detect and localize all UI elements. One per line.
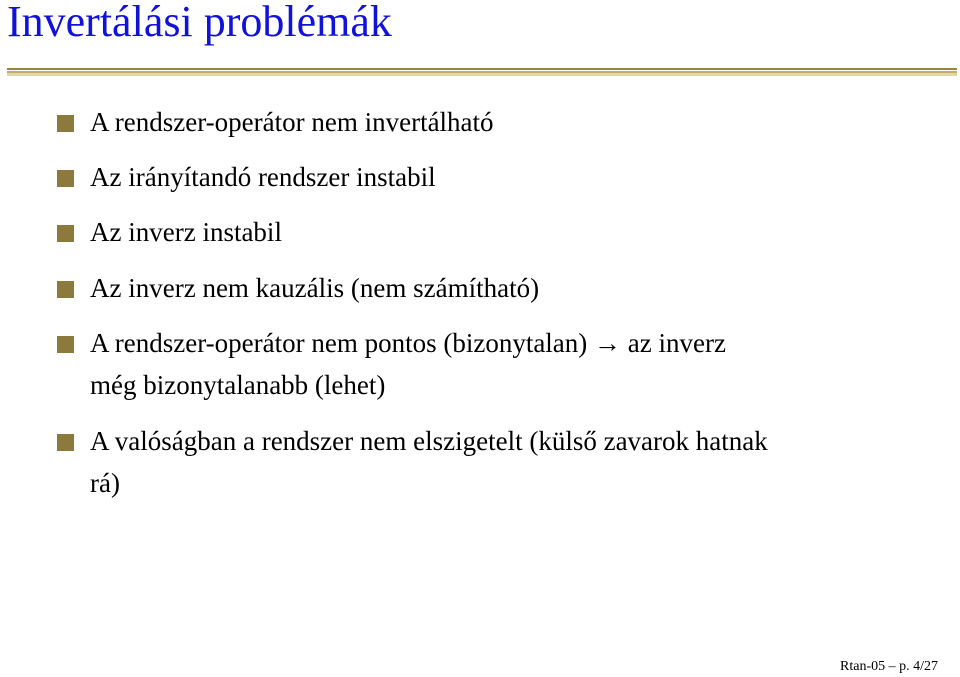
bullet-item [90,211,910,253]
bullet-line: A valóságban a rendszer nem elszigetelt (külső zavarok hatnak [90,426,768,456]
square-bullet-icon [57,225,74,242]
bullet-line: A rendszer-operátor nem invertálható [90,107,494,137]
square-bullet-icon [57,434,74,451]
square-bullet-icon [57,281,74,298]
page-footer: Rtan-05 – p. 4/27 [840,659,938,674]
bullet-line: Az irányítandó rendszer instabil [90,162,436,192]
bullet-item [90,420,910,504]
bullet-line: Az inverz nem kauzális (nem számítható) [90,273,540,303]
bullet-item [90,267,910,309]
bullet-item [90,101,910,143]
title-rule [7,68,957,76]
bullet-line: A rendszer-operátor nem pontos (bizonytalan) → az inverz [90,328,726,358]
bullet-line: rá) [90,468,120,498]
bullet-line: Az inverz instabil [90,217,282,247]
slide-title: Invertálási problémák [7,0,392,46]
bullet-item [90,322,910,406]
square-bullet-icon [57,115,74,132]
square-bullet-icon [57,336,74,353]
square-bullet-icon [57,170,74,187]
bullet-item [90,156,910,198]
bullet-line: még bizonytalanabb (lehet) [90,370,386,400]
